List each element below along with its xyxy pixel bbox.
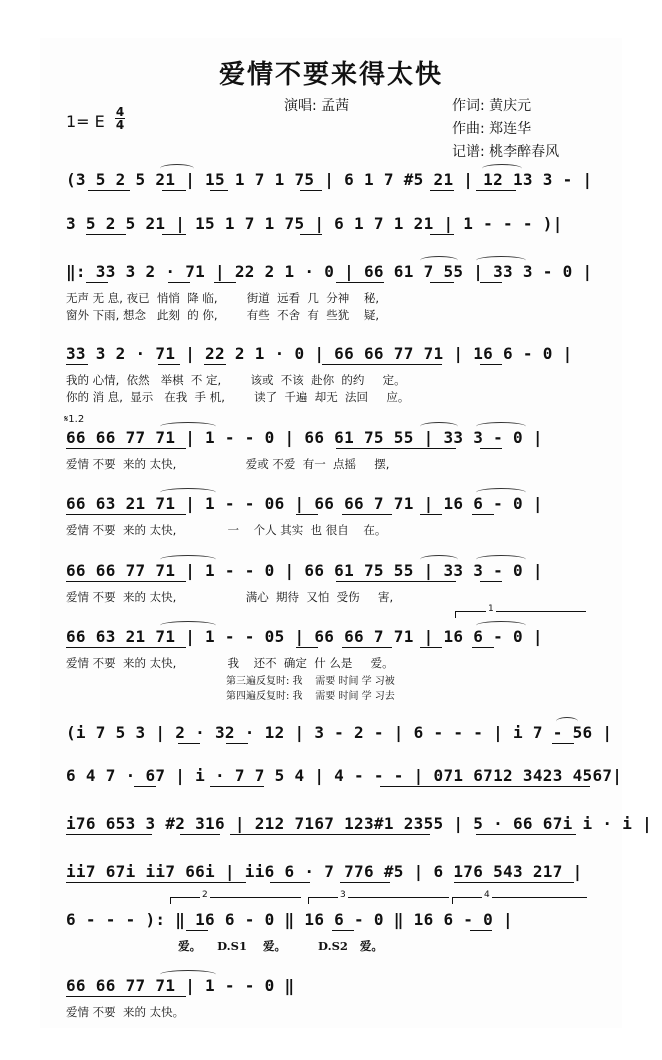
beam-line bbox=[472, 647, 494, 648]
slur-arc bbox=[420, 422, 458, 431]
lyric-row-4a: 我的 心情, 依然 举棋 不 定, 该或 不该 赴你 的约 定。 bbox=[66, 373, 406, 387]
beam-line bbox=[66, 448, 186, 449]
beam-line bbox=[480, 282, 502, 283]
beam-line bbox=[322, 364, 442, 365]
segno-mark: 𝄋1.2 bbox=[64, 414, 85, 425]
beam-line bbox=[180, 834, 220, 835]
beam-line bbox=[134, 786, 156, 787]
beam-line bbox=[300, 234, 322, 235]
lyric-row-14: 爱情 不要 来的 太快。 bbox=[66, 1005, 185, 1019]
beam-line bbox=[162, 234, 186, 235]
beam-line bbox=[296, 514, 318, 515]
lyric-row-7: 爱情 不要 来的 太快, 满心 期待 又怕 受伤 害, bbox=[66, 590, 394, 604]
beam-line bbox=[226, 743, 248, 744]
beam-line bbox=[552, 743, 574, 744]
beam-line bbox=[66, 514, 186, 515]
beam-line bbox=[88, 190, 130, 191]
beam-line bbox=[480, 581, 502, 582]
composer-credit: 作曲: 郑连华 bbox=[452, 121, 532, 137]
beam-line bbox=[230, 834, 430, 835]
notation-row-11: i76 653 3 #2 316 | 212 7167 123#1 2355 | 5 · 66 67i i · i | bbox=[66, 814, 653, 833]
ending-number-4: 4 bbox=[484, 890, 490, 900]
slur-arc bbox=[160, 555, 216, 564]
slur-arc bbox=[420, 256, 458, 265]
beam-line bbox=[430, 282, 454, 283]
beam-line bbox=[86, 234, 126, 235]
notation-row-8: 66 63 21 71 | 1 - - 05 | 66 66 7 71 | 16 6 - 0 | bbox=[66, 627, 543, 646]
slur-arc bbox=[160, 970, 216, 979]
ending-number-1: 1 bbox=[488, 604, 494, 614]
transcriber-credit: 记谱: 桃李醉春风 bbox=[452, 144, 560, 160]
notation-row-7: 66 66 77 71 | 1 - - 0 | 66 61 75 55 | 33 3 - 0 | bbox=[66, 561, 543, 580]
beam-line bbox=[66, 581, 186, 582]
beam-line bbox=[66, 882, 246, 883]
beam-line bbox=[342, 647, 392, 648]
beam-line bbox=[336, 282, 384, 283]
ending-number-3: 3 bbox=[340, 890, 346, 900]
slur-arc bbox=[482, 164, 522, 173]
beam-line bbox=[342, 514, 392, 515]
beam-line bbox=[186, 930, 208, 931]
beam-line bbox=[480, 448, 502, 449]
notation-row-3: ‖: 33 3 2 · 71 | 22 2 1 · 0 | 66 61 7 55 | 33 3 - 0 | bbox=[66, 262, 593, 281]
repeat-note-4: 第四遍反复时: 我 需要 时间 学 习去 bbox=[226, 691, 395, 702]
slur-arc bbox=[556, 717, 578, 726]
lyric-row-5: 爱情 不要 来的 太快, 爱或 不爱 有一 点摇 摆, bbox=[66, 457, 390, 471]
singer-credit: 演唱: 孟茜 bbox=[284, 98, 350, 114]
beam-line bbox=[336, 448, 456, 449]
lyric-row-3a: 无声 无 息, 夜已 悄悄 降 临, 街道 远看 几 分神 秘, bbox=[66, 291, 380, 305]
beam-line bbox=[204, 364, 226, 365]
beam-line bbox=[66, 996, 186, 997]
beam-line bbox=[158, 364, 180, 365]
beam-line bbox=[476, 190, 516, 191]
ending-number-2: 2 bbox=[202, 890, 208, 900]
slur-arc bbox=[160, 164, 194, 173]
beam-line bbox=[210, 190, 228, 191]
beam-line bbox=[66, 364, 88, 365]
slur-arc bbox=[476, 256, 526, 265]
beam-line bbox=[332, 930, 354, 931]
repeat-note-3: 第三遍反复时: 我 需要 时间 学 习被 bbox=[226, 676, 395, 687]
slur-arc bbox=[160, 422, 216, 431]
notation-row-2: 3 5 2 5 21 | 15 1 7 1 75 | 6 1 7 1 21 | 1 - - - )| bbox=[66, 214, 563, 233]
beam-line bbox=[86, 282, 108, 283]
lyric-row-13: 爱。 D.S1 爱。 D.S2 爱。 bbox=[66, 939, 383, 953]
key-signature: 1= E bbox=[66, 112, 105, 131]
beam-line bbox=[380, 786, 590, 787]
beam-line bbox=[66, 834, 152, 835]
beam-line bbox=[420, 514, 442, 515]
lyric-row-3b: 窗外 下雨, 想念 此刻 的 你, 有些 不舍 有 些犹 疑, bbox=[66, 308, 380, 322]
ending-bracket-4 bbox=[452, 897, 587, 904]
notation-row-5: 66 66 77 71 | 1 - - 0 | 66 61 75 55 | 33 3 - 0 | bbox=[66, 428, 543, 447]
ending-bracket-2 bbox=[170, 897, 301, 904]
notation-row-14: 66 66 77 71 | 1 - - 0 ‖ bbox=[66, 976, 295, 995]
notation-row-6: 66 63 21 71 | 1 - - 06 | 66 66 7 71 | 16 6 - 0 | bbox=[66, 494, 543, 513]
slur-arc bbox=[476, 555, 526, 564]
lyric-row-4b: 你的 消 息, 显示 在我 手 机, 读了 千遍 却无 法回 应。 bbox=[66, 390, 410, 404]
beam-line bbox=[178, 743, 200, 744]
lyric-row-8: 爱情 不要 来的 太快, 我 还不 确定 什 么是 爱。 bbox=[66, 656, 394, 670]
slur-arc bbox=[476, 488, 526, 497]
beam-line bbox=[420, 647, 442, 648]
beam-line bbox=[480, 364, 502, 365]
time-bottom: 4 bbox=[115, 118, 125, 132]
notation-row-1: (3 5 2 5 21 | 15 1 7 1 75 | 6 1 7 #5 21 | 12 13 3 - | bbox=[66, 170, 593, 189]
slur-arc bbox=[476, 621, 526, 630]
notation-row-13: 6 - - - ): ‖ 16 6 - 0 ‖ 16 6 - 0 ‖ 16 6 - 0 | bbox=[66, 910, 513, 929]
beam-line bbox=[470, 930, 492, 931]
ending-bracket-1 bbox=[455, 611, 586, 618]
beam-line bbox=[168, 282, 190, 283]
lyric-row-6: 爱情 不要 来的 太快, 一 个人 其实 也 很自 在。 bbox=[66, 523, 387, 537]
beam-line bbox=[162, 190, 186, 191]
beam-line bbox=[430, 190, 454, 191]
slur-arc bbox=[160, 488, 216, 497]
beam-line bbox=[476, 834, 576, 835]
beam-line bbox=[300, 190, 322, 191]
slur-arc bbox=[420, 555, 458, 564]
beam-line bbox=[210, 786, 264, 787]
notation-row-4: 33 3 2 · 71 | 22 2 1 · 0 | 66 66 77 71 | 16 6 - 0 | bbox=[66, 344, 573, 363]
song-title: 爱情不要来得太快 bbox=[218, 60, 443, 90]
time-signature bbox=[115, 106, 125, 131]
beam-line bbox=[340, 882, 390, 883]
notation-row-10: 6 4 7 · 67 | i · 7 7 5 4 | 4 - - - | 071 6712 3423 4567| bbox=[66, 766, 623, 785]
time-top: 4 bbox=[115, 105, 125, 119]
lyricist-credit: 作词: 黄庆元 bbox=[452, 98, 532, 114]
slur-arc bbox=[476, 422, 526, 431]
beam-line bbox=[66, 647, 186, 648]
notation-row-12: ii7 67i ii7 66i | ii6 6 · 7 776 #5 | 6 176 543 217 | bbox=[66, 862, 583, 881]
beam-line bbox=[296, 647, 318, 648]
beam-line bbox=[336, 581, 456, 582]
beam-line bbox=[472, 514, 494, 515]
notation-row-9: (i 7 5 3 | 2 · 32 · 12 | 3 - 2 - | 6 - - - | i 7 - 56 | bbox=[66, 723, 613, 742]
slur-arc bbox=[160, 621, 216, 630]
beam-line bbox=[454, 882, 574, 883]
beam-line bbox=[430, 234, 454, 235]
beam-line bbox=[270, 882, 310, 883]
ending-bracket-3 bbox=[308, 897, 449, 904]
beam-line bbox=[214, 282, 236, 283]
